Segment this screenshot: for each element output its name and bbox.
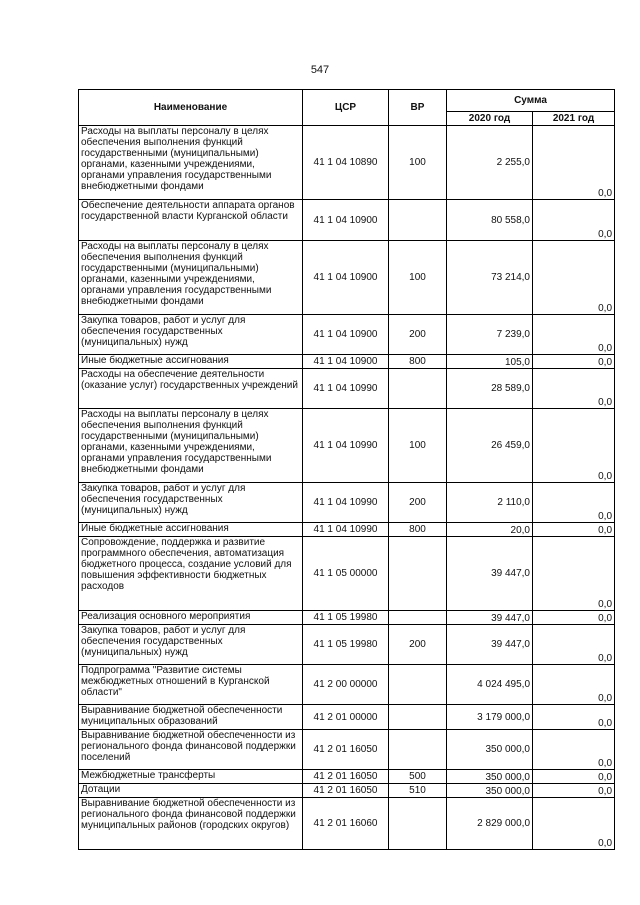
cell-name: Иные бюджетные ассигнования <box>79 355 303 369</box>
cell-vr: 100 <box>389 126 447 200</box>
table-row <box>79 126 615 200</box>
cell-sum-2021: 0,0 <box>533 241 615 315</box>
table-row <box>79 409 615 483</box>
cell-name: Выравнивание бюджетной обеспеченности из регионального фонда финансовой поддержки поселений <box>79 730 303 770</box>
cell-vr: 200 <box>389 625 447 665</box>
cell-csr: 41 1 04 10900 <box>303 200 389 241</box>
cell-vr: 200 <box>389 315 447 355</box>
cell-vr: 510 <box>389 784 447 798</box>
cell-sum-2020: 73 214,0 <box>447 241 533 315</box>
cell-sum-2021: 0,0 <box>533 798 615 850</box>
cell-vr: 100 <box>389 409 447 483</box>
cell-vr: 800 <box>389 355 447 369</box>
cell-csr: 41 2 01 16050 <box>303 784 389 798</box>
cell-sum-2021: 0,0 <box>533 355 615 369</box>
cell-vr <box>389 369 447 409</box>
cell-sum-2021: 0,0 <box>533 315 615 355</box>
cell-vr <box>389 705 447 730</box>
budget-table <box>78 89 615 850</box>
cell-sum-2021: 0,0 <box>533 770 615 784</box>
cell-vr: 200 <box>389 483 447 523</box>
cell-sum-2020: 350 000,0 <box>447 784 533 798</box>
cell-csr: 41 1 04 10900 <box>303 241 389 315</box>
page-number: 547 <box>310 64 330 76</box>
header-vr: ВР <box>389 90 447 126</box>
cell-csr: 41 1 04 10990 <box>303 369 389 409</box>
cell-csr: 41 2 01 16050 <box>303 770 389 784</box>
cell-name: Расходы на выплаты персоналу в целях обеспечения выполнения функций государственными (муниципальными) органами, казенными учреждениями, органами управления государственными внебюджетными фондами <box>79 409 303 483</box>
cell-vr: 500 <box>389 770 447 784</box>
cell-name: Расходы на обеспечение деятельности (оказание услуг) государственных учреждений <box>79 369 303 409</box>
header-year-2020: 2020 год <box>447 112 533 126</box>
header-name: Наименование <box>79 90 303 126</box>
cell-csr: 41 1 05 19980 <box>303 625 389 665</box>
cell-name: Подпрограмма "Развитие системы межбюджетных отношений в Курганской области" <box>79 665 303 705</box>
cell-sum-2020: 3 179 000,0 <box>447 705 533 730</box>
cell-csr: 41 1 04 10900 <box>303 315 389 355</box>
cell-csr: 41 1 04 10990 <box>303 523 389 537</box>
cell-vr <box>389 730 447 770</box>
cell-sum-2020: 80 558,0 <box>447 200 533 241</box>
cell-sum-2020: 20,0 <box>447 523 533 537</box>
cell-sum-2020: 28 589,0 <box>447 369 533 409</box>
cell-vr: 800 <box>389 523 447 537</box>
cell-name: Иные бюджетные ассигнования <box>79 523 303 537</box>
cell-sum-2020: 350 000,0 <box>447 730 533 770</box>
cell-vr <box>389 611 447 625</box>
cell-vr <box>389 798 447 850</box>
header-sum: Сумма <box>447 90 615 112</box>
cell-csr: 41 2 01 16060 <box>303 798 389 850</box>
table-row <box>79 523 615 537</box>
cell-csr: 41 1 05 19980 <box>303 611 389 625</box>
cell-name: Расходы на выплаты персоналу в целях обеспечения выполнения функций государственными (муниципальными) органами, казенными учреждениями, органами управления государственными внебюджетными фондами <box>79 241 303 315</box>
cell-name: Выравнивание бюджетной обеспеченности муниципальных образований <box>79 705 303 730</box>
cell-sum-2020: 105,0 <box>447 355 533 369</box>
cell-name: Дотации <box>79 784 303 798</box>
cell-sum-2020: 2 255,0 <box>447 126 533 200</box>
cell-sum-2021: 0,0 <box>533 665 615 705</box>
table-row <box>79 798 615 850</box>
table-row <box>79 200 615 241</box>
cell-csr: 41 1 04 10990 <box>303 409 389 483</box>
cell-sum-2021: 0,0 <box>533 523 615 537</box>
cell-vr <box>389 665 447 705</box>
cell-sum-2021: 0,0 <box>533 409 615 483</box>
table-row <box>79 730 615 770</box>
cell-sum-2021: 0,0 <box>533 784 615 798</box>
cell-name: Закупка товаров, работ и услуг для обеспечения государственных (муниципальных) нужд <box>79 315 303 355</box>
table-row <box>79 241 615 315</box>
table-row <box>79 665 615 705</box>
cell-sum-2020: 2 110,0 <box>447 483 533 523</box>
cell-sum-2020: 26 459,0 <box>447 409 533 483</box>
table-row <box>79 625 615 665</box>
cell-vr <box>389 537 447 611</box>
table-row <box>79 483 615 523</box>
cell-csr: 41 2 01 16050 <box>303 730 389 770</box>
table-row <box>79 355 615 369</box>
cell-name: Сопровождение, поддержка и развитие программного обеспечения, автоматизация бюджетного процесса, создание условий для повышения эффективности бюджетных расходов <box>79 537 303 611</box>
cell-sum-2020: 350 000,0 <box>447 770 533 784</box>
cell-sum-2021: 0,0 <box>533 611 615 625</box>
cell-name: Реализация основного мероприятия <box>79 611 303 625</box>
header-csr: ЦСР <box>303 90 389 126</box>
cell-sum-2021: 0,0 <box>533 730 615 770</box>
cell-csr: 41 1 04 10890 <box>303 126 389 200</box>
cell-name: Закупка товаров, работ и услуг для обеспечения государственных (муниципальных) нужд <box>79 625 303 665</box>
cell-sum-2020: 2 829 000,0 <box>447 798 533 850</box>
table-row <box>79 537 615 611</box>
table-row <box>79 315 615 355</box>
cell-csr: 41 1 05 00000 <box>303 537 389 611</box>
cell-sum-2021: 0,0 <box>533 705 615 730</box>
cell-name: Расходы на выплаты персоналу в целях обеспечения выполнения функций государственными (муниципальными) органами, казенными учреждениями, органами управления государственными внебюджетными фондами <box>79 126 303 200</box>
cell-name: Обеспечение деятельности аппарата органов государственной власти Курганской области <box>79 200 303 241</box>
table-row <box>79 770 615 784</box>
cell-sum-2021: 0,0 <box>533 537 615 611</box>
cell-sum-2021: 0,0 <box>533 625 615 665</box>
cell-sum-2021: 0,0 <box>533 126 615 200</box>
cell-csr: 41 2 00 00000 <box>303 665 389 705</box>
table-row <box>79 611 615 625</box>
cell-name: Выравнивание бюджетной обеспеченности из регионального фонда финансовой поддержки муниципальных районов (городских округов) <box>79 798 303 850</box>
table-row <box>79 705 615 730</box>
cell-sum-2020: 39 447,0 <box>447 625 533 665</box>
cell-vr: 100 <box>389 241 447 315</box>
cell-csr: 41 1 04 10900 <box>303 355 389 369</box>
cell-sum-2021: 0,0 <box>533 483 615 523</box>
cell-sum-2020: 39 447,0 <box>447 611 533 625</box>
cell-csr: 41 2 01 00000 <box>303 705 389 730</box>
cell-name: Закупка товаров, работ и услуг для обеспечения государственных (муниципальных) нужд <box>79 483 303 523</box>
table-row <box>79 369 615 409</box>
table-row <box>79 784 615 798</box>
cell-name: Межбюджетные трансферты <box>79 770 303 784</box>
cell-sum-2020: 7 239,0 <box>447 315 533 355</box>
cell-sum-2021: 0,0 <box>533 369 615 409</box>
cell-csr: 41 1 04 10990 <box>303 483 389 523</box>
cell-sum-2021: 0,0 <box>533 200 615 241</box>
cell-vr <box>389 200 447 241</box>
cell-sum-2020: 4 024 495,0 <box>447 665 533 705</box>
cell-sum-2020: 39 447,0 <box>447 537 533 611</box>
header-year-2021: 2021 год <box>533 112 615 126</box>
